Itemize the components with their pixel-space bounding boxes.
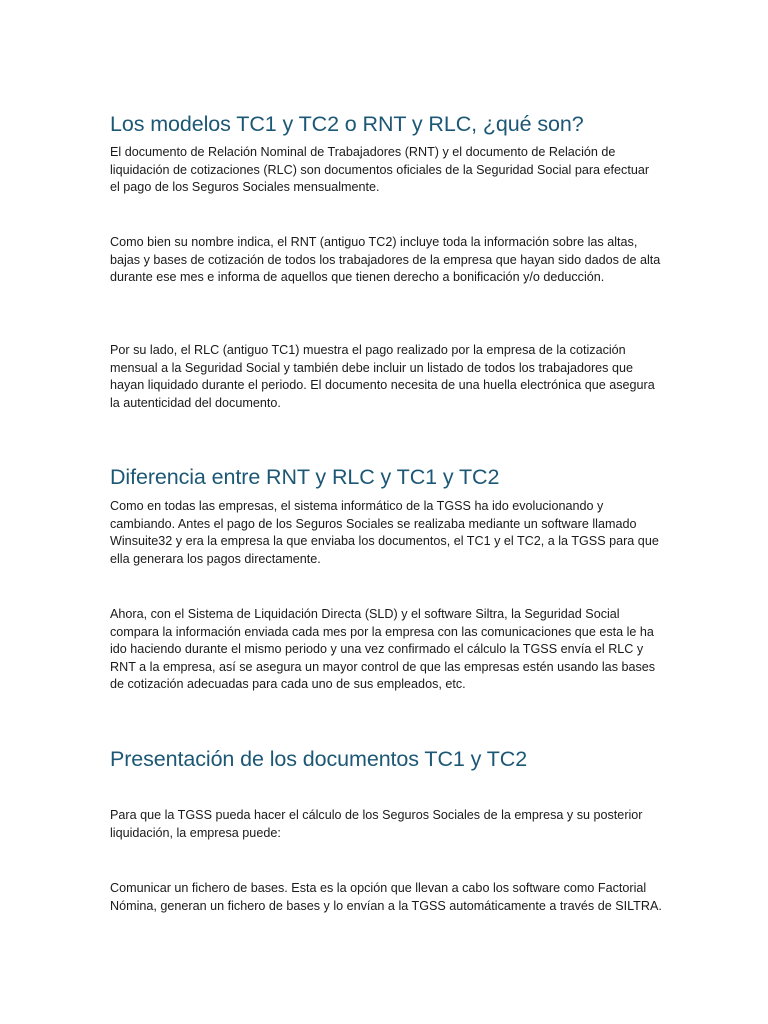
paragraph-sld-siltra: Ahora, con el Sistema de Liquidación Directa (SLD) y el software Siltra, la Seguridad Social compara la información enviada cada mes por la empresa con las comunicaciones que esta le ha ido haciendo durante el mismo periodo y una vez confirmado el cálculo la TGSS envía el RLC y RNT a la empresa, así se asegura un mayor control de que las empresas estén usando las bases de cotización adecuadas para cada uno de sus empleados, etc. bbox=[110, 607, 656, 691]
paragraph-fichero-bases: Comunicar un fichero de bases. Esta es la opción que llevan a cabo los software como Factorial Nómina, generan un fichero de bases y lo envían a la TGSS automáticamente a través de SILTRA. bbox=[110, 881, 662, 913]
paragraph-rlc: Por su lado, el RLC (antiguo TC1) muestra el pago realizado por la empresa de la cotización mensual a la Seguridad Social y también debe incluir un listado de todos los trabajadores que hayan liquidado durante el periodo. El documento necesita de una huella electrónica que asegura la autenticidad del documento. bbox=[110, 343, 655, 410]
section-heading-modelos: Los modelos TC1 y TC2 o RNT y RLC, ¿qué son? bbox=[110, 112, 584, 136]
paragraph-definicion: El documento de Relación Nominal de Trabajadores (RNT) y el documento de Relación de liquidación de cotizaciones (RLC) son documentos oficiales de la Seguridad Social para efectuar el pago de los Seguros Sociales mensualmente. bbox=[110, 145, 650, 194]
paragraph-calculo: Para que la TGSS pueda hacer el cálculo de los Seguros Sociales de la empresa y su posterior liquidación, la empresa puede: bbox=[110, 808, 643, 840]
paragraph-historia: Como en todas las empresas, el sistema informático de la TGSS ha ido evolucionando y cambiando. Antes el pago de los Seguros Sociales se realizaba mediante un software llamado Winsuite32 y era la empresa la que enviaba los documentos, el TC1 y el TC2, a la TGSS para que ella generara los pagos directamente. bbox=[110, 499, 659, 566]
section-heading-diferencia: Diferencia entre RNT y RLC y TC1 y TC2 bbox=[110, 465, 500, 489]
paragraph-rnt: Como bien su nombre indica, el RNT (antiguo TC2) incluye toda la información sobre las altas, bajas y bases de cotización de todos los trabajadores de la empresa que hayan sido dados de alta durante ese mes e informa de aquellos que tienen derecho a bonificación y/o deducción. bbox=[110, 235, 661, 284]
section-heading-presentacion: Presentación de los documentos TC1 y TC2 bbox=[110, 747, 528, 771]
